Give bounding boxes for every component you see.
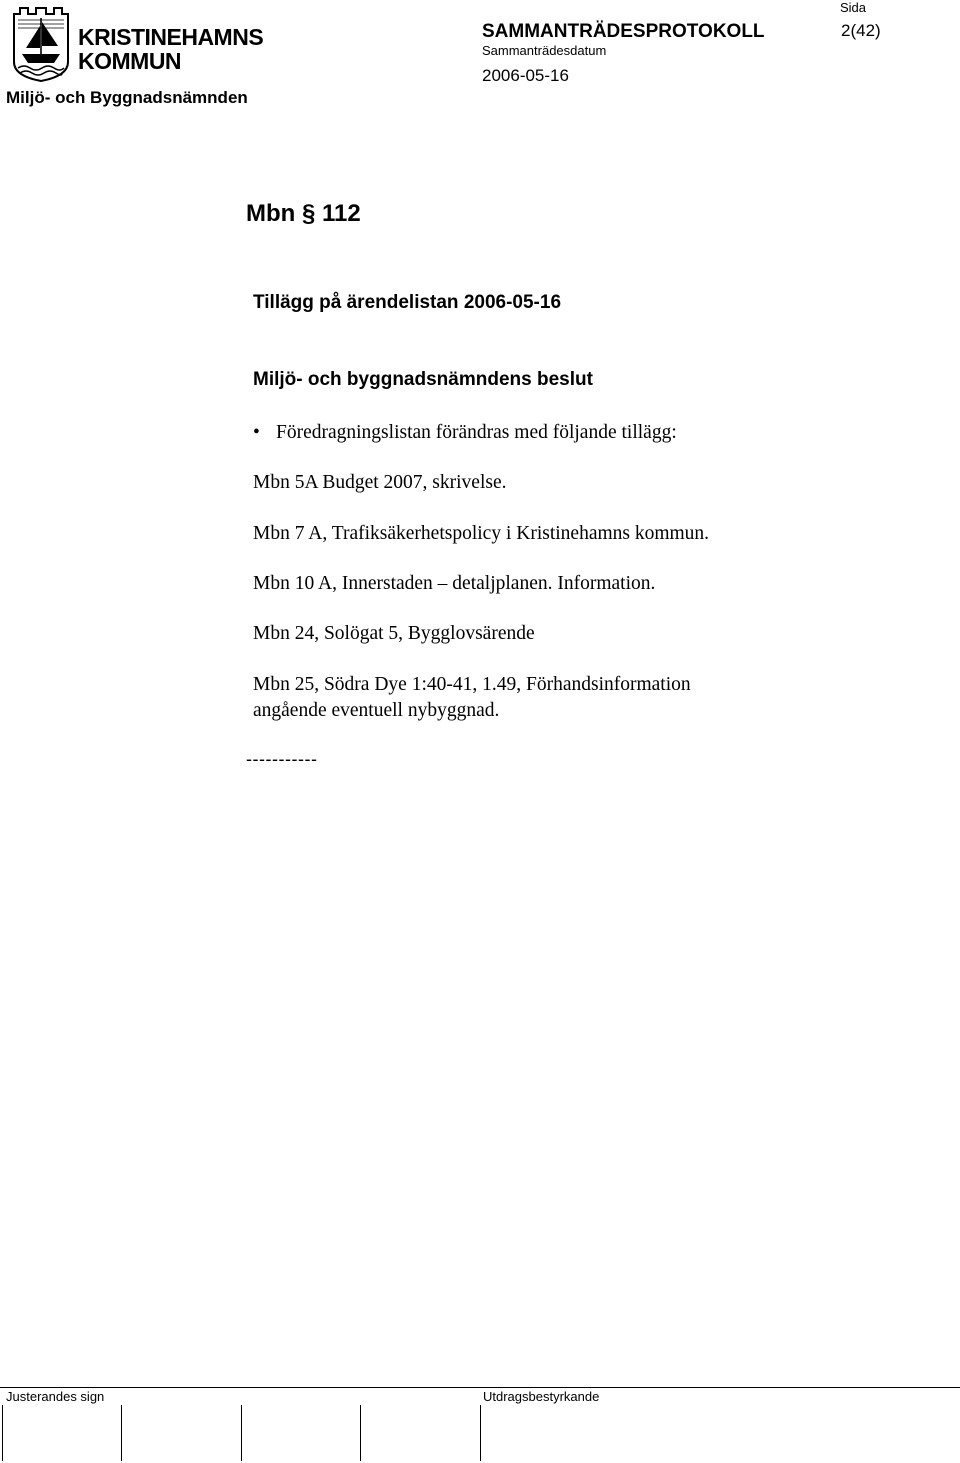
bullet-marker: • xyxy=(253,422,260,443)
justerandes-sign-label: Justerandes sign xyxy=(6,1389,105,1404)
agenda-item: Mbn 25, Södra Dye 1:40-41, 1.49, Förhandsinformation xyxy=(253,674,691,695)
signature-box-divider xyxy=(2,1405,3,1461)
page-label: Sida xyxy=(840,0,867,15)
section-title: Tillägg på ärendelistan 2006-05-16 xyxy=(253,292,562,313)
date-label: Sammanträdesdatum xyxy=(482,43,607,58)
agenda-item-continuation: angående eventuell nybyggnad. xyxy=(253,700,500,721)
committee-name: Miljö- och Byggnadsnämnden xyxy=(6,88,248,107)
municipal-logo-icon xyxy=(12,6,70,82)
end-separator: ----------- xyxy=(246,749,318,769)
org-name-kommun: KOMMUN xyxy=(78,48,182,74)
signature-box-divider xyxy=(480,1405,481,1461)
bullet-text: Föredragningslistan förändras med följande tillägg: xyxy=(276,422,677,443)
agenda-item: Mbn 10 A, Innerstaden – detaljplanen. Information. xyxy=(253,573,656,594)
agenda-item: Mbn 5A Budget 2007, skrivelse. xyxy=(253,472,507,493)
agenda-item: Mbn 24, Solögat 5, Bygglovsärende xyxy=(253,623,535,644)
footer-divider xyxy=(0,1387,960,1388)
utdragsbestyrkande-label: Utdragsbestyrkande xyxy=(483,1389,600,1404)
signature-box-divider xyxy=(121,1405,122,1461)
section-number: Mbn § 112 xyxy=(246,200,361,227)
document-type: SAMMANTRÄDESPROTOKOLL xyxy=(482,21,765,42)
signature-box-divider xyxy=(241,1405,242,1461)
decision-heading: Miljö- och byggnadsnämndens beslut xyxy=(253,369,593,390)
agenda-item: Mbn 7 A, Trafiksäkerhetspolicy i Kristinehamns kommun. xyxy=(253,523,710,544)
meeting-date: 2006-05-16 xyxy=(482,66,569,85)
signature-box-divider xyxy=(360,1405,361,1461)
page-number: 2(42) xyxy=(841,21,881,40)
org-name: KRISTINEHAMNS xyxy=(78,24,264,50)
